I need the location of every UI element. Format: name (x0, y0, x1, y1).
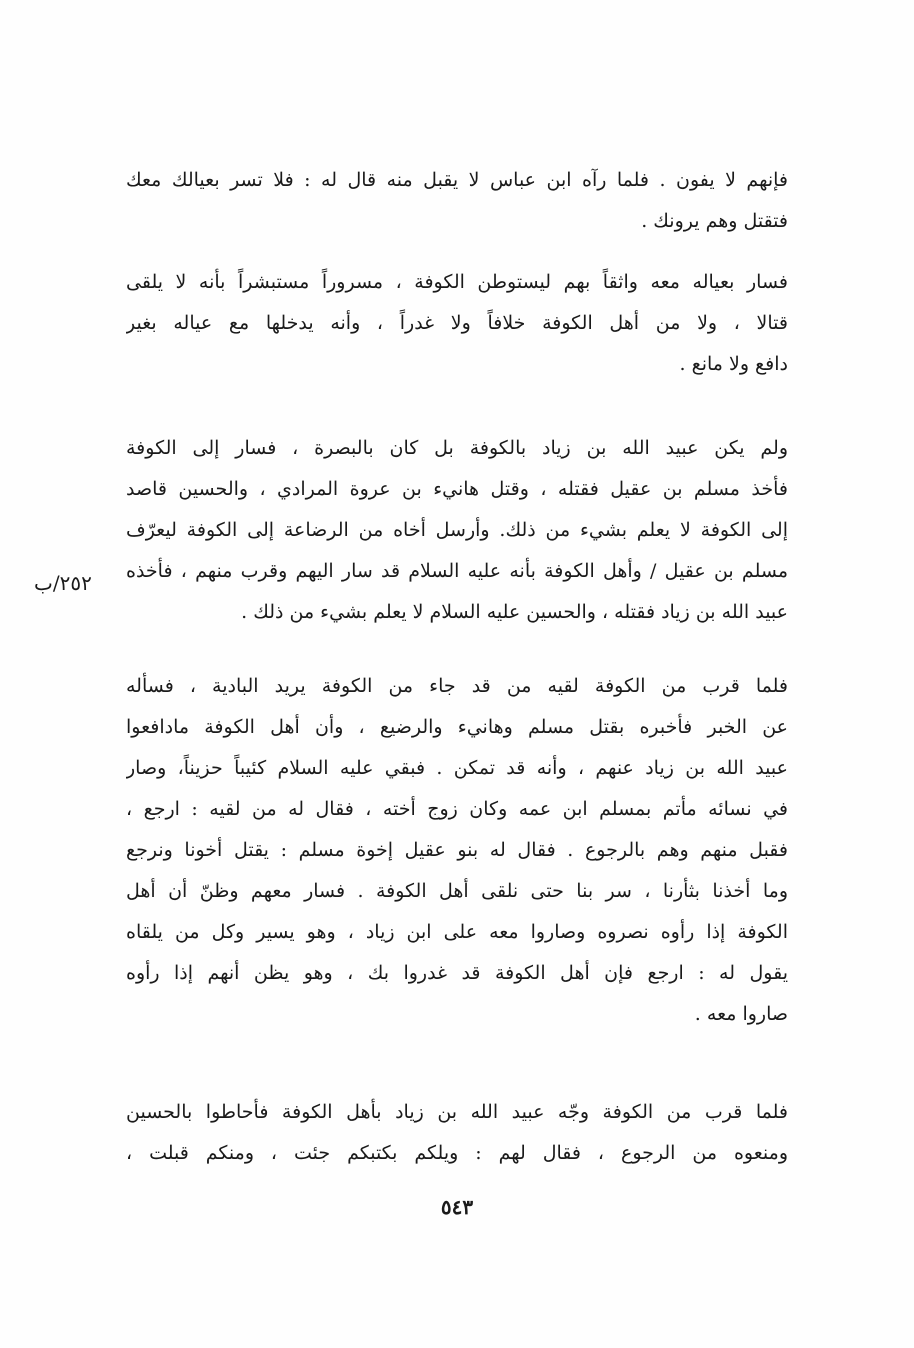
margin-folio-note: ٢٥٢/ب (34, 571, 92, 595)
text-line: عبيد الله بن زياد فقتله ، والحسين عليه السلام لا يعلم بشيء من ذلك . (241, 601, 788, 623)
text-line: قتالا ، ولا من أهل الكوفة خلافاً ولا غدراً ، وأنه يدخلها مع عياله بغير (126, 312, 788, 334)
text-line: يقول له : ارجع فإن أهل الكوفة قد غدروا بك ، وهو يظن أنهم إذا رأوه (126, 962, 788, 984)
text-line: صاروا معه . (694, 1003, 788, 1025)
text-line: فتقتل وهم يرونك . (641, 210, 788, 232)
paragraph-1 (126, 160, 788, 242)
text-line: عبيد الله بن زياد عنهم ، وأنه قد تمكن . فبقي عليه السلام كئيباً حزيناً، وصار (126, 757, 788, 779)
text-line: ومنعوه من الرجوع ، فقال لهم : ويلكم بكتبكم جئت ، ومنكم قبلت ، (126, 1142, 788, 1164)
paragraph-4 (126, 666, 788, 1035)
text-line: ولم يكن عبيد الله بن زياد بالكوفة بل كان بالبصرة ، فسار إلى الكوفة (126, 437, 788, 459)
paragraph-3 (126, 428, 788, 633)
paragraph-2 (126, 262, 788, 385)
text-line: دافع ولا مانع . (679, 353, 788, 375)
text-line: وما أخذنا بثأرنا ، سر بنا حتى نلقى أهل الكوفة . فسار معهم وظنّ أن أهل (126, 880, 788, 902)
text-line: مسلم بن عقيل / وأهل الكوفة بأنه عليه السلام قد سار اليهم وقرب منهم ، فأخذه (126, 560, 788, 582)
text-line: إلى الكوفة لا يعلم بشيء من ذلك. وأرسل أخاه من الرضاعة إلى الكوفة ليعرّف (126, 519, 788, 541)
text-line: فلما قرب من الكوفة وجّه عبيد الله بن زياد بأهل الكوفة فأحاطوا بالحسين (126, 1101, 788, 1123)
text-line: فسار بعياله معه واثقاً بهم ليستوطن الكوفة ، مسروراً مستبشراً بأنه لا يلقى (126, 271, 788, 293)
page-number: ٥٤٣ (440, 1195, 474, 1219)
text-line: الكوفة إذا رأوه نصروه وصاروا معه على ابن زياد ، وهو يسير وكل من يلقاه (126, 921, 788, 943)
text-line: فإنهم لا يفون . فلما رآه ابن عباس لا يقبل منه قال له : فلا تسر بعيالك معك (126, 169, 788, 191)
text-line: في نسائه مأتم بمسلم ابن عمه وكان زوج أخته ، فقال له من لقيه : ارجع ، (126, 798, 788, 820)
text-line: عن الخبر فأخبره بقتل مسلم وهانيء والرضيع ، وأن أهل الكوفة مادافعوا (126, 716, 788, 738)
text-line: فأخذ مسلم بن عقيل فقتله ، وقتل هانيء بن عروة المرادي ، والحسين قاصد (126, 478, 788, 500)
text-line: فقبل منهم وهم بالرجوع . فقال له بنو عقيل إخوة مسلم : يقتل أخونا ونرجع (126, 839, 788, 861)
text-line: فلما قرب من الكوفة لقيه من قد جاء من الكوفة يريد البادية ، فسأله (126, 675, 788, 697)
paragraph-5 (126, 1092, 788, 1174)
